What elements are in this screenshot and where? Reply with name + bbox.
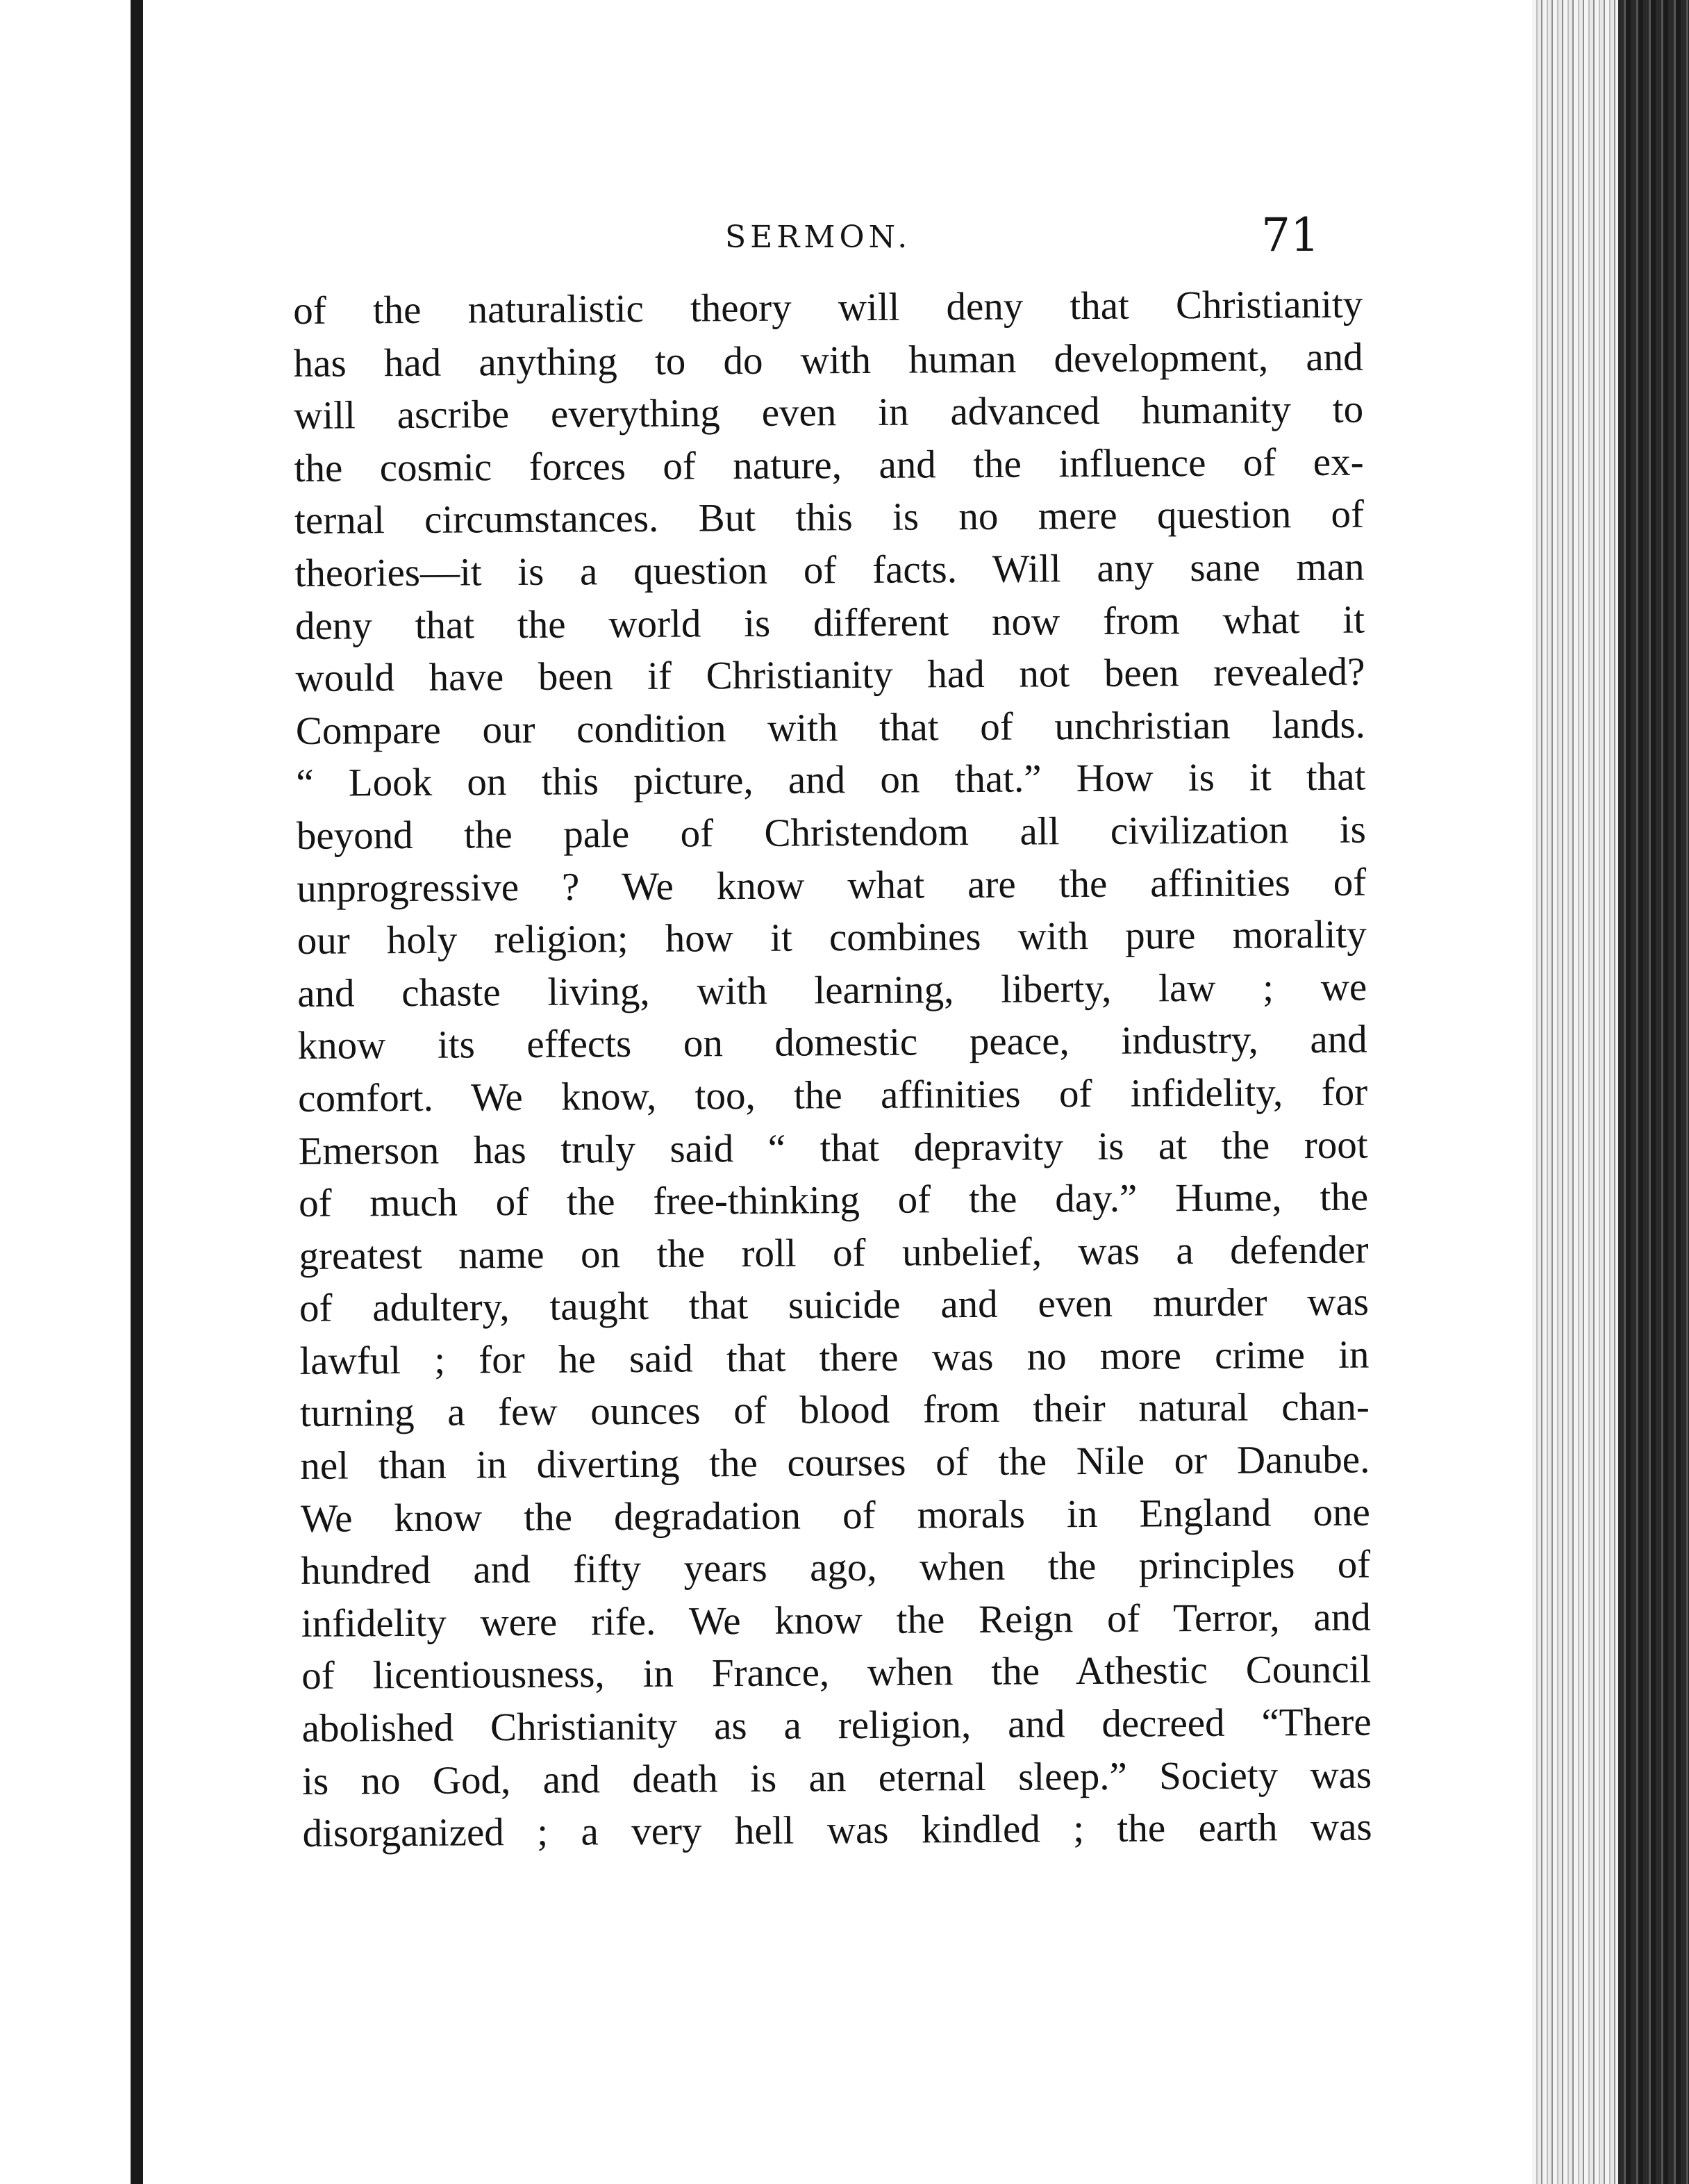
running-head-title: SERMON. [725,220,912,255]
text-line: of much of the free-thinking of the day.” Hume, the [298,1175,1369,1226]
text-line: lawful ; for he said that there was no more crime in [299,1332,1370,1383]
book-gutter [131,0,143,2184]
text-line: of licentiousness, in France, when the Athestic Council [301,1647,1372,1698]
text-line: will ascribe everything even in advanced humanity to [293,387,1364,438]
running-header [143,208,1532,264]
text-line: infidelity were rife. We know the Reign of Terror, and [301,1595,1371,1646]
page-number: 71 [1261,208,1320,262]
text-line: the cosmic forces of nature, and the influence of ex- [294,440,1364,490]
book-cover-edge [1618,0,1689,2184]
text-line: hundred and fifty years ago, when the principles of [301,1542,1371,1594]
text-line: and chaste living, with learning, liberty, law ; we [297,965,1367,1016]
text-line: is no God, and death is an eternal sleep.” Society was [301,1753,1372,1803]
text-line: comfort. We know, too, the affinities of infidelity, for [297,1070,1368,1120]
text-line: has had anything to do with human development, and [293,335,1363,386]
text-line: greatest name on the roll of unbelief, was a defender [299,1227,1369,1278]
facing-page-edge [0,0,135,2184]
text-line: ternal circumstances. But this is no mere question of [294,492,1365,543]
text-line: know its effects on domestic peace, industry, and [297,1017,1367,1068]
text-line: nel than in diverting the courses of the Nile or Danube. [300,1437,1370,1489]
text-line: turning a few ounces of blood from their natural chan- [299,1385,1370,1436]
text-line: “ Look on this picture, and on that.” How is it that [296,754,1366,806]
text-line: disorganized ; a very hell was kindled ; the earth was [302,1805,1372,1856]
text-line: abolished Christianity as a religion, and decreed “There [301,1700,1372,1751]
text-line: of the naturalistic theory will deny that Christianity [293,282,1363,333]
text-line: Compare our condition with that of unchristian lands. [295,702,1366,753]
text-line: deny that the world is different now from what it [294,597,1365,648]
text-line: beyond the pale of Christendom all civilization is [296,807,1367,858]
text-line: unprogressive ? We know what are the affinities of [297,860,1367,911]
text-line: our holy religion; how it combines with pure morality [297,912,1367,963]
body-text [293,279,1372,1860]
book-page [143,0,1532,2184]
text-line: of adultery, taught that suicide and even murder was [299,1280,1370,1331]
text-line: Emerson has truly said “ that depravity is at the root [298,1123,1368,1173]
text-line: would have been if Christianity had not been revealed? [295,650,1365,701]
text-line: We know the degradation of morals in England one [300,1490,1371,1541]
text-line: theories—it is a question of facts. Will any sane man [294,545,1365,595]
